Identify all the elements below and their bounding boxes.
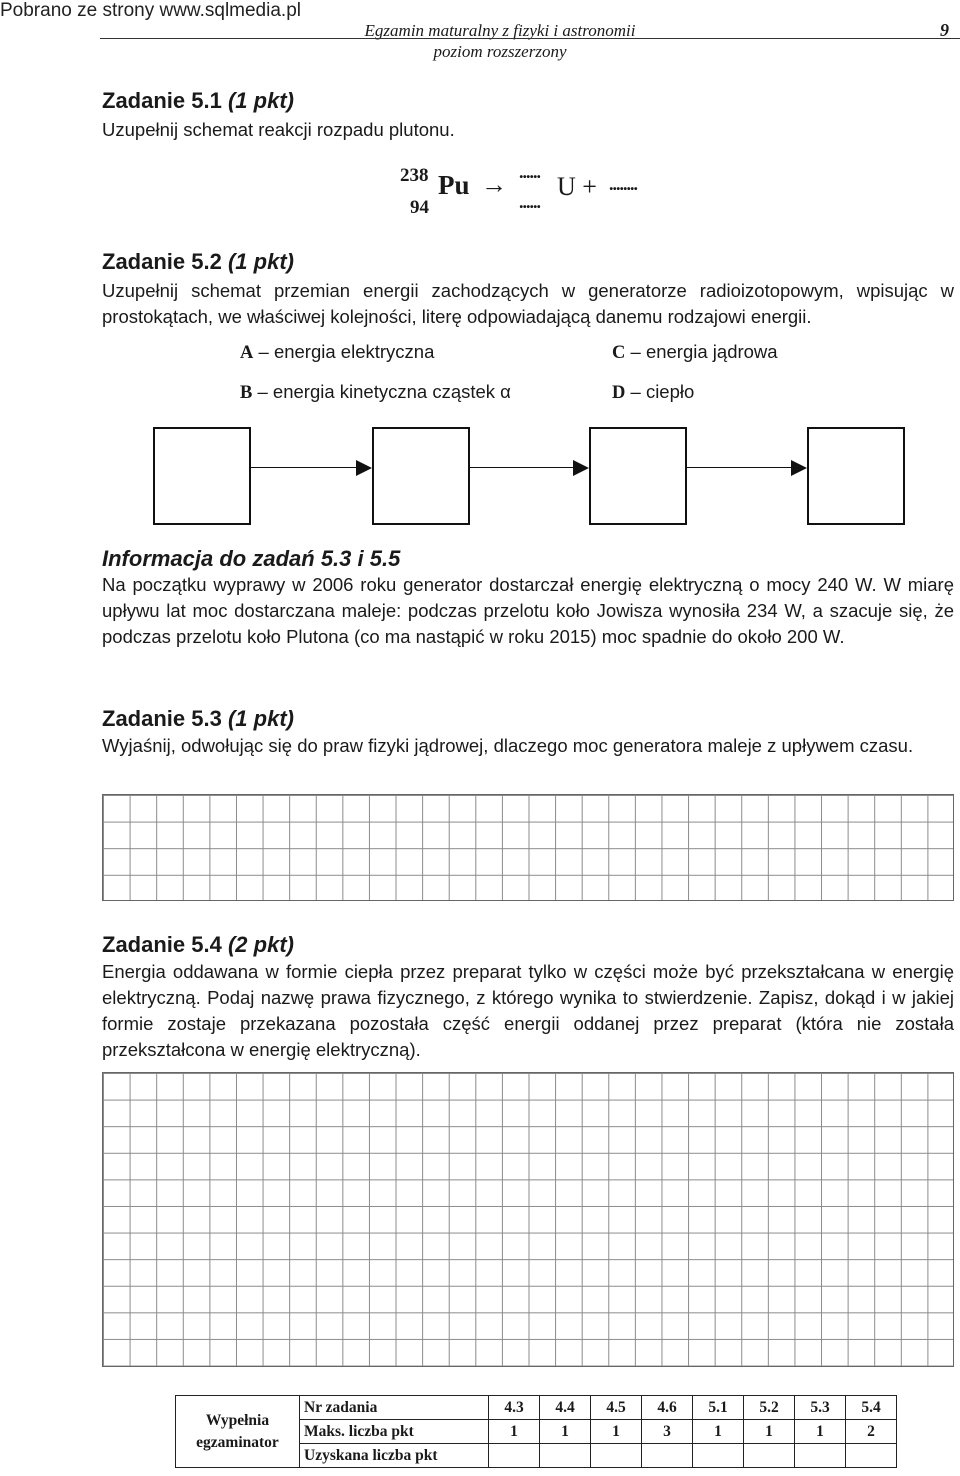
- obtained-points-cell[interactable]: [744, 1444, 795, 1468]
- obtained-points-cell[interactable]: [540, 1444, 591, 1468]
- arrow-head-1: [356, 460, 372, 476]
- task-number-cell: 4.4: [540, 1396, 591, 1420]
- arrow-line-1: [251, 467, 358, 468]
- task-number-cell: 4.3: [489, 1396, 540, 1420]
- decay-reaction: [395, 162, 695, 222]
- arrow-line-3: [687, 467, 793, 468]
- max-points-cell: 2: [846, 1420, 897, 1444]
- max-points-cell: 1: [693, 1420, 744, 1444]
- task-5-4-text: Energia oddawana w formie ciepła przez preparat tylko w części może być przekształcana w energię elektryczną. Podaj nazwę prawa fizycznego, z którego wynika to stwierdzenie. Zapisz, dokąd i w jakiej formie zostaje przekazana pozostała część energii oddanej przez preparat (która nie została przekształcona w energię elektryczną).: [102, 961, 954, 1060]
- score-table: [175, 1395, 897, 1468]
- task-5-1-heading: Zadanie 5.1 (1 pkt): [102, 88, 294, 113]
- exam-level: poziom rozszerzony: [433, 42, 567, 61]
- source-watermark: Pobrano ze strony www.sqlmedia.pl: [0, 0, 301, 21]
- blank-atomic: ......: [519, 192, 540, 212]
- obtained-points-cell[interactable]: [795, 1444, 846, 1468]
- option-d: D – ciepło: [612, 381, 695, 403]
- option-b: B – energia kinetyczna cząstek α: [240, 381, 511, 403]
- task-number-cell: 5.3: [795, 1396, 846, 1420]
- mass-number: 238: [400, 165, 429, 186]
- row-label-obtained-points: Uzyskana liczba pkt: [300, 1444, 489, 1468]
- option-a: A – energia elektryczna: [240, 341, 435, 363]
- answer-box-2[interactable]: [372, 427, 470, 525]
- answer-grid-5-3[interactable]: [102, 794, 954, 901]
- row-label-task-number: Nr zadania: [300, 1396, 489, 1420]
- max-points-cell: 3: [642, 1420, 693, 1444]
- task-5-4-heading: Zadanie 5.4 (2 pkt): [102, 932, 294, 957]
- task-5-3-text: Wyjaśnij, odwołując się do praw fizyki jądrowej, dlaczego moc generatora maleje z upływem czasu.: [102, 735, 914, 756]
- header-divider: [100, 38, 960, 39]
- option-c: C – energia jądrowa: [612, 341, 778, 363]
- obtained-points-cell[interactable]: [693, 1444, 744, 1468]
- obtained-points-cell[interactable]: [591, 1444, 642, 1468]
- max-points-cell: 1: [540, 1420, 591, 1444]
- row-label-max-points: Maks. liczba pkt: [300, 1420, 489, 1444]
- answer-grid-5-4[interactable]: [102, 1072, 954, 1367]
- answer-box-4[interactable]: [807, 427, 905, 525]
- task-5-3-heading: Zadanie 5.3 (1 pkt): [102, 706, 294, 731]
- task-number-cell: 4.5: [591, 1396, 642, 1420]
- reaction-arrow: →: [481, 170, 507, 199]
- answer-box-1[interactable]: [153, 427, 251, 525]
- obtained-points-cell[interactable]: [642, 1444, 693, 1468]
- max-points-cell: 1: [795, 1420, 846, 1444]
- page-number: 9: [940, 20, 949, 40]
- info-text: Na początku wyprawy w 2006 roku generator dostarczał energię elektryczną o mocy 240 W. W miarę upływu lat moc dostarczana maleje: podczas przelotu koło Jowisza wynosiła 234 W, a szacuje się, że podczas przelotu koło Plutona (co ma nastąpić w roku 2015) moc spadnie do około 200 W.: [102, 574, 954, 647]
- task-5-1-text: Uzupełnij schemat reakcji rozpadu plutonu.: [102, 119, 455, 140]
- arrow-head-2: [573, 460, 589, 476]
- product-symbol: U +: [557, 172, 597, 201]
- obtained-points-cell[interactable]: [846, 1444, 897, 1468]
- max-points-cell: 1: [489, 1420, 540, 1444]
- exam-title: Egzamin maturalny z fizyki i astronomii: [364, 21, 636, 40]
- arrow-head-3: [791, 460, 807, 476]
- blank-particle: ........: [609, 174, 637, 194]
- task-number-cell: 5.2: [744, 1396, 795, 1420]
- task-5-2-heading: Zadanie 5.2 (1 pkt): [102, 249, 294, 274]
- atomic-number: 94: [410, 197, 429, 218]
- blank-mass: ......: [519, 162, 540, 182]
- answer-box-3[interactable]: [589, 427, 687, 525]
- task-number-cell: 5.1: [693, 1396, 744, 1420]
- info-heading: Informacja do zadań 5.3 i 5.5: [102, 546, 401, 571]
- element-symbol: Pu: [438, 170, 470, 200]
- task-number-cell: 4.6: [642, 1396, 693, 1420]
- task-5-2-text: Uzupełnij schemat przemian energii zachodzących w generatorze radioizotopowym, wpisując w prostokątach, we właściwej kolejności, literę odpowiadającą danemu rodzajowi energii.: [102, 280, 954, 327]
- obtained-points-cell[interactable]: [489, 1444, 540, 1468]
- task-number-cell: 5.4: [846, 1396, 897, 1420]
- arrow-line-2: [470, 467, 575, 468]
- max-points-cell: 1: [591, 1420, 642, 1444]
- max-points-cell: 1: [744, 1420, 795, 1444]
- score-table-side-label: Wypełnia egzaminator: [176, 1396, 300, 1468]
